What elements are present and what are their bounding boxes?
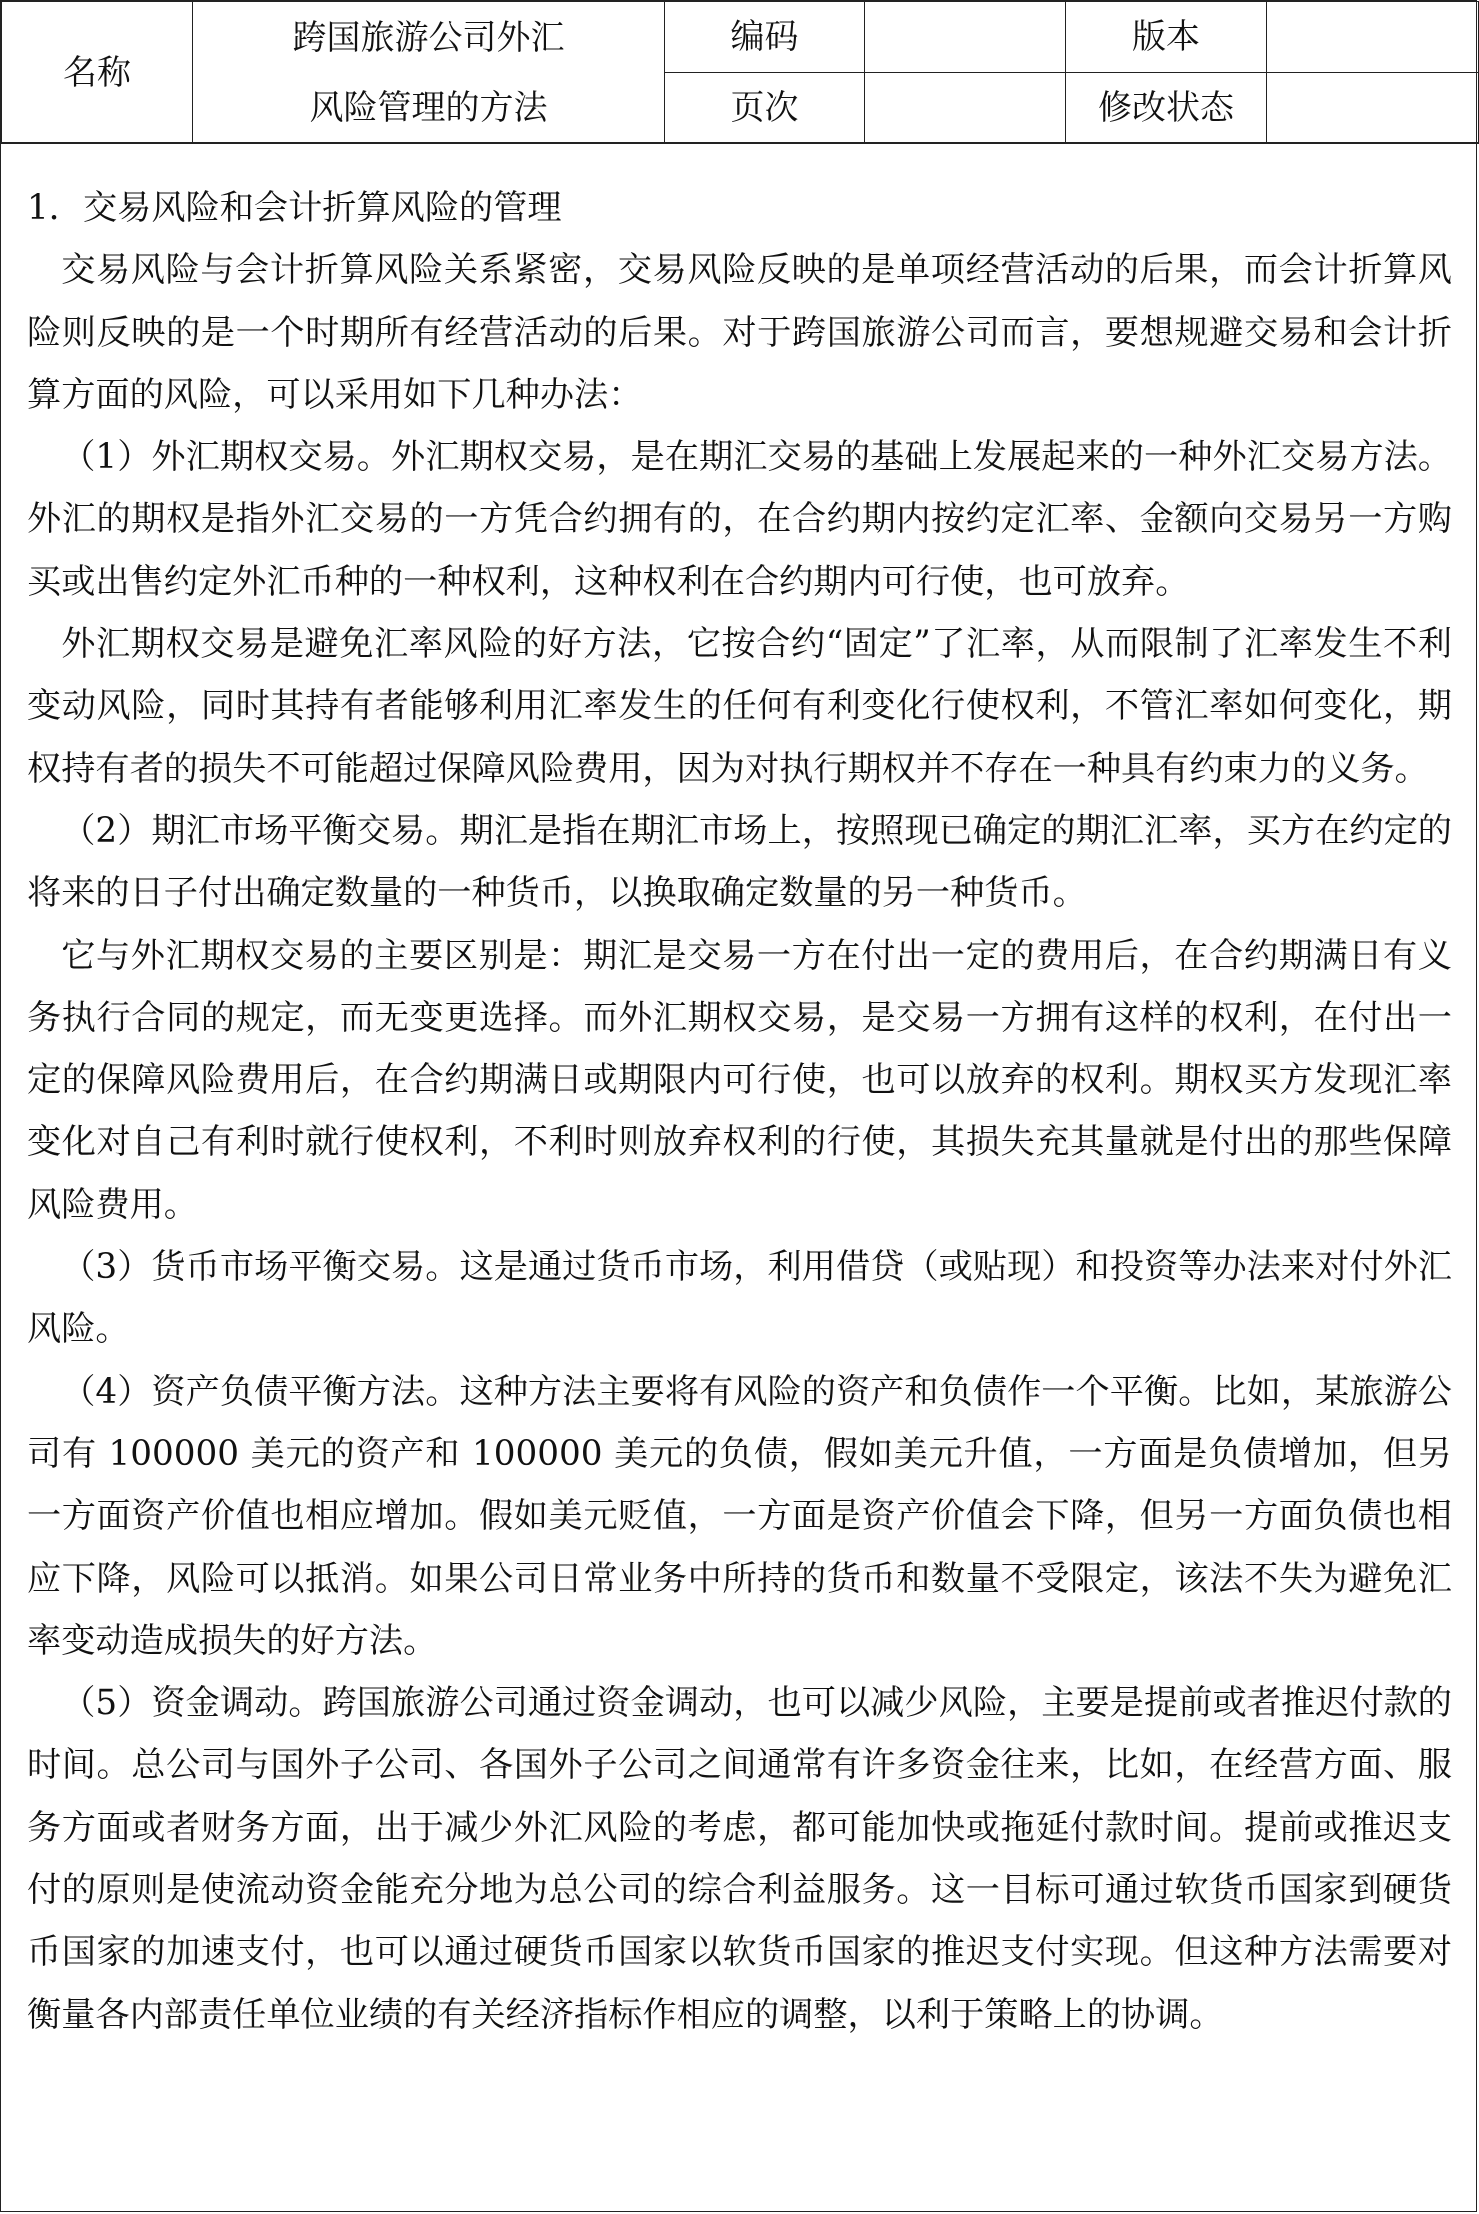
revision-label: 修改状态 <box>1066 73 1267 144</box>
page-value <box>865 73 1066 144</box>
body-paragraph: （5）资金调动。跨国旅游公司通过资金调动，也可以减少风险，主要是提前或者推迟付款的时间。总公司与国外子公司、各国外子公司之间通常有许多资金往来，比如，在经营方面、服务方面或者财务方面，出于减少外汇风险的考虑，都可能加快或拖延付款时间。提前或推迟支付的原则是使流动资金能充分地为总公司的综合利益服务。这一目标可通过软货币国家到硬货币国家的加速支付，也可以通过硬货币国家以软货币国家的推迟支付实现。但这种方法需要对衡量各内部责任单位业绩的有关经济指标作相应的调整，以利于策略上的协调。 <box>27 1683 1452 2035</box>
document-title-line-1: 跨国旅游公司外汇 <box>292 17 565 58</box>
code-label: 编码 <box>665 2 865 73</box>
version-value <box>1267 2 1479 73</box>
body-paragraph: 外汇期权交易是避免汇率风险的好方法，它按合约“固定”了汇率，从而限制了汇率发生不利变动风险，同时其持有者能够利用汇率发生的任何有利变化行使权利，不管汇率如何变化，期权持有者的损失不可能超过保障风险费用，因为对执行期权并不存在一种具有约束力的义务。 <box>27 624 1452 789</box>
body-paragraph: （3）货币市场平衡交易。这是通过货币市场，利用借贷（或贴现）和投资等办法来对付外汇风险。 <box>27 1247 1452 1350</box>
code-value <box>865 2 1066 73</box>
document-title <box>193 2 665 144</box>
version-label: 版本 <box>1066 2 1267 73</box>
body-paragraph: 交易风险与会计折算风险关系紧密，交易风险反映的是单项经营活动的后果，而会计折算风险则反映的是一个时期所有经营活动的后果。对于跨国旅游公司而言，要想规避交易和会计折算方面的风险，可以采用如下几种办法： <box>27 250 1452 415</box>
body-paragraph: （4）资产负债平衡方法。这种方法主要将有风险的资产和负债作一个平衡。比如，某旅游公司有 100000 美元的资产和 100000 美元的负债，假如美元升值，一方面是负债增加，但另一方面资产价值也相应增加。假如美元贬值，一方面是资产价值会下降，但另一方面负债也相应下降，风险可以抵消。如果公司日常业务中所持的货币和数量不受限定，该法不失为避免汇率变动造成损失的好方法。 <box>27 1371 1452 1661</box>
body-paragraph: （2）期汇市场平衡交易。期汇是指在期汇市场上，按照现已确定的期汇汇率，买方在约定的将来的日子付出确定数量的一种货币，以换取确定数量的另一种货币。 <box>27 810 1452 914</box>
body-paragraph: （1）外汇期权交易。外汇期权交易，是在期汇交易的基础上发展起来的一种外汇交易方法。外汇的期权是指外汇交易的一方凭合约拥有的，在合约期内按约定汇率、金额向交易另一方购买或出售约定外汇币种的一种权利，这种权利在合约期内可行使，也可放弃。 <box>27 437 1452 602</box>
document-body <box>1 142 1478 2213</box>
name-label: 名称 <box>2 2 193 144</box>
revision-value <box>1267 73 1479 144</box>
section-heading: 1．交易风险和会计折算风险的管理 <box>27 188 562 228</box>
body-paragraph: 它与外汇期权交易的主要区别是：期汇是交易一方在付出一定的费用后，在合约期满日有义务执行合同的规定，而无变更选择。而外汇期权交易，是交易一方拥有这样的权利，在付出一定的保障风险费用后，在合约期满日或期限内可行使，也可以放弃的权利。期权买方发现汇率变化对自己有利时就行使权利，不利时则放弃权利的行使，其损失充其量就是付出的那些保障风险费用。 <box>27 935 1452 1225</box>
page-label: 页次 <box>665 73 865 144</box>
document-title-line-2: 风险管理的方法 <box>309 87 548 128</box>
document-header-table <box>1 1 1479 144</box>
